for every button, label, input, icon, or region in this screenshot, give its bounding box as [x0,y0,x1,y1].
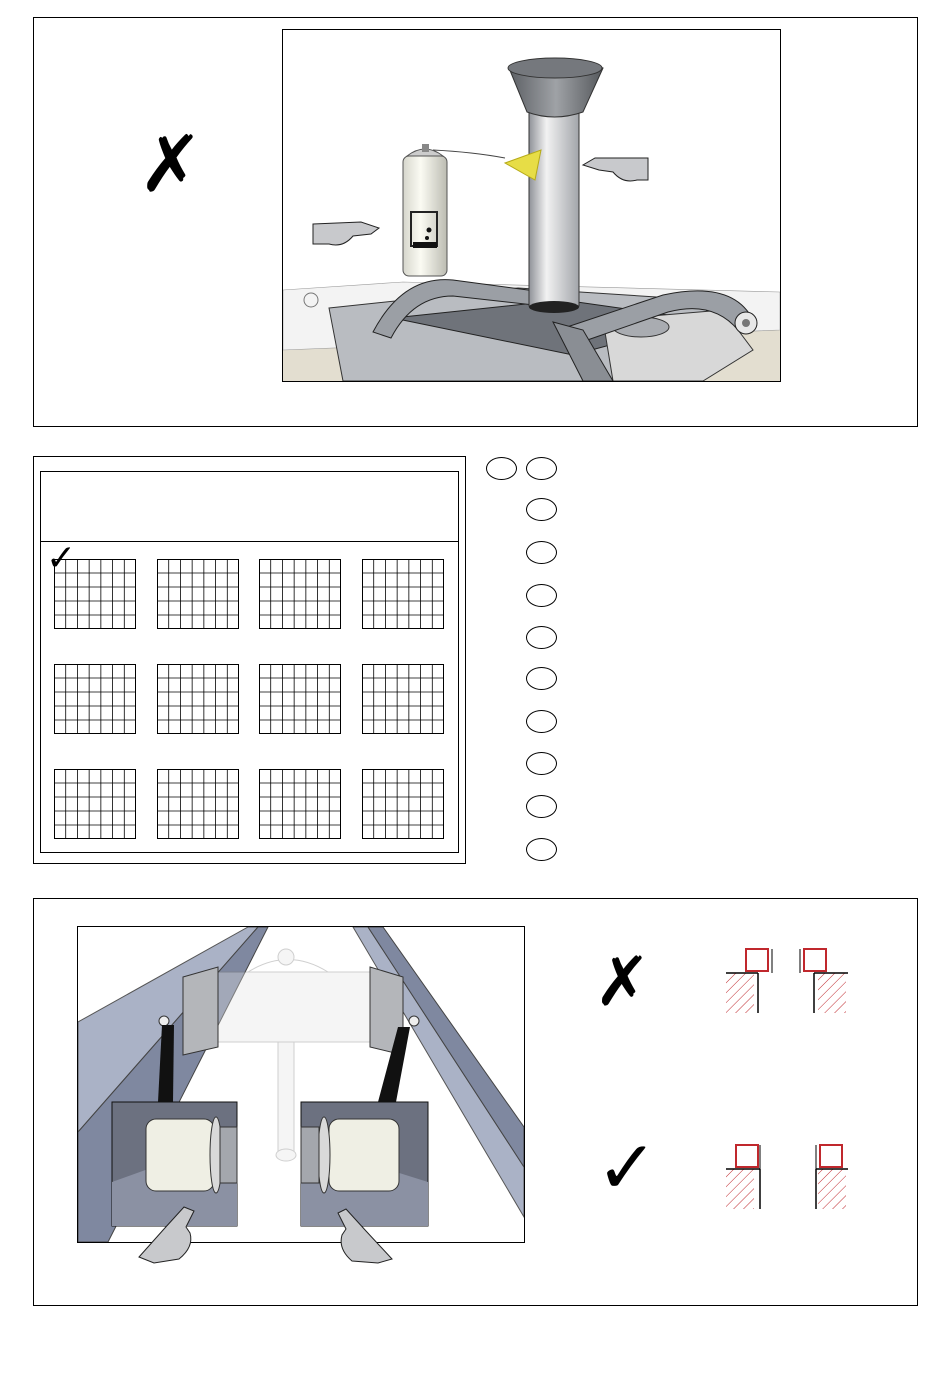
pointing-hands [134,1167,414,1267]
wrong-alignment-diagram [724,945,854,1017]
oval-marker-4 [526,584,557,607]
schedule-panel [33,456,466,864]
schedule-grid-12 [362,769,444,839]
correct-mark: ✓ [596,1125,659,1211]
spray-illustration-svg [283,30,780,381]
wrong-mark: ✗ [594,943,651,1022]
schedule-grid-1 [54,559,136,629]
oval-marker-6 [526,667,557,690]
schedule-grid-2 [157,559,239,629]
oval-marker-3 [526,541,557,564]
spray-illustration [282,29,781,382]
schedule-grid-9 [54,769,136,839]
schedule-grid-8 [362,664,444,734]
schedule-grid-3 [259,559,341,629]
schedule-grid-11 [259,769,341,839]
schedule-grid-5 [54,664,136,734]
correct-alignment-diagram [724,1139,854,1211]
top-panel [33,17,918,427]
check-mark: ✓ [46,538,77,579]
bottom-panel [33,898,918,1306]
schedule-grid-4 [362,559,444,629]
oval-marker-10 [526,838,557,861]
oval-marker-5 [526,626,557,649]
oval-marker-8 [526,752,557,775]
oval-marker-2 [526,498,557,521]
oval-marker-1 [526,457,557,480]
oval-marker-a [486,457,517,480]
oval-marker-9 [526,795,557,818]
oval-marker-7 [526,710,557,733]
schedule-header-box [40,471,459,541]
schedule-grid-10 [157,769,239,839]
not-allowed-mark: ✗ [138,120,204,210]
schedule-grid-7 [259,664,341,734]
schedule-grid-6 [157,664,239,734]
